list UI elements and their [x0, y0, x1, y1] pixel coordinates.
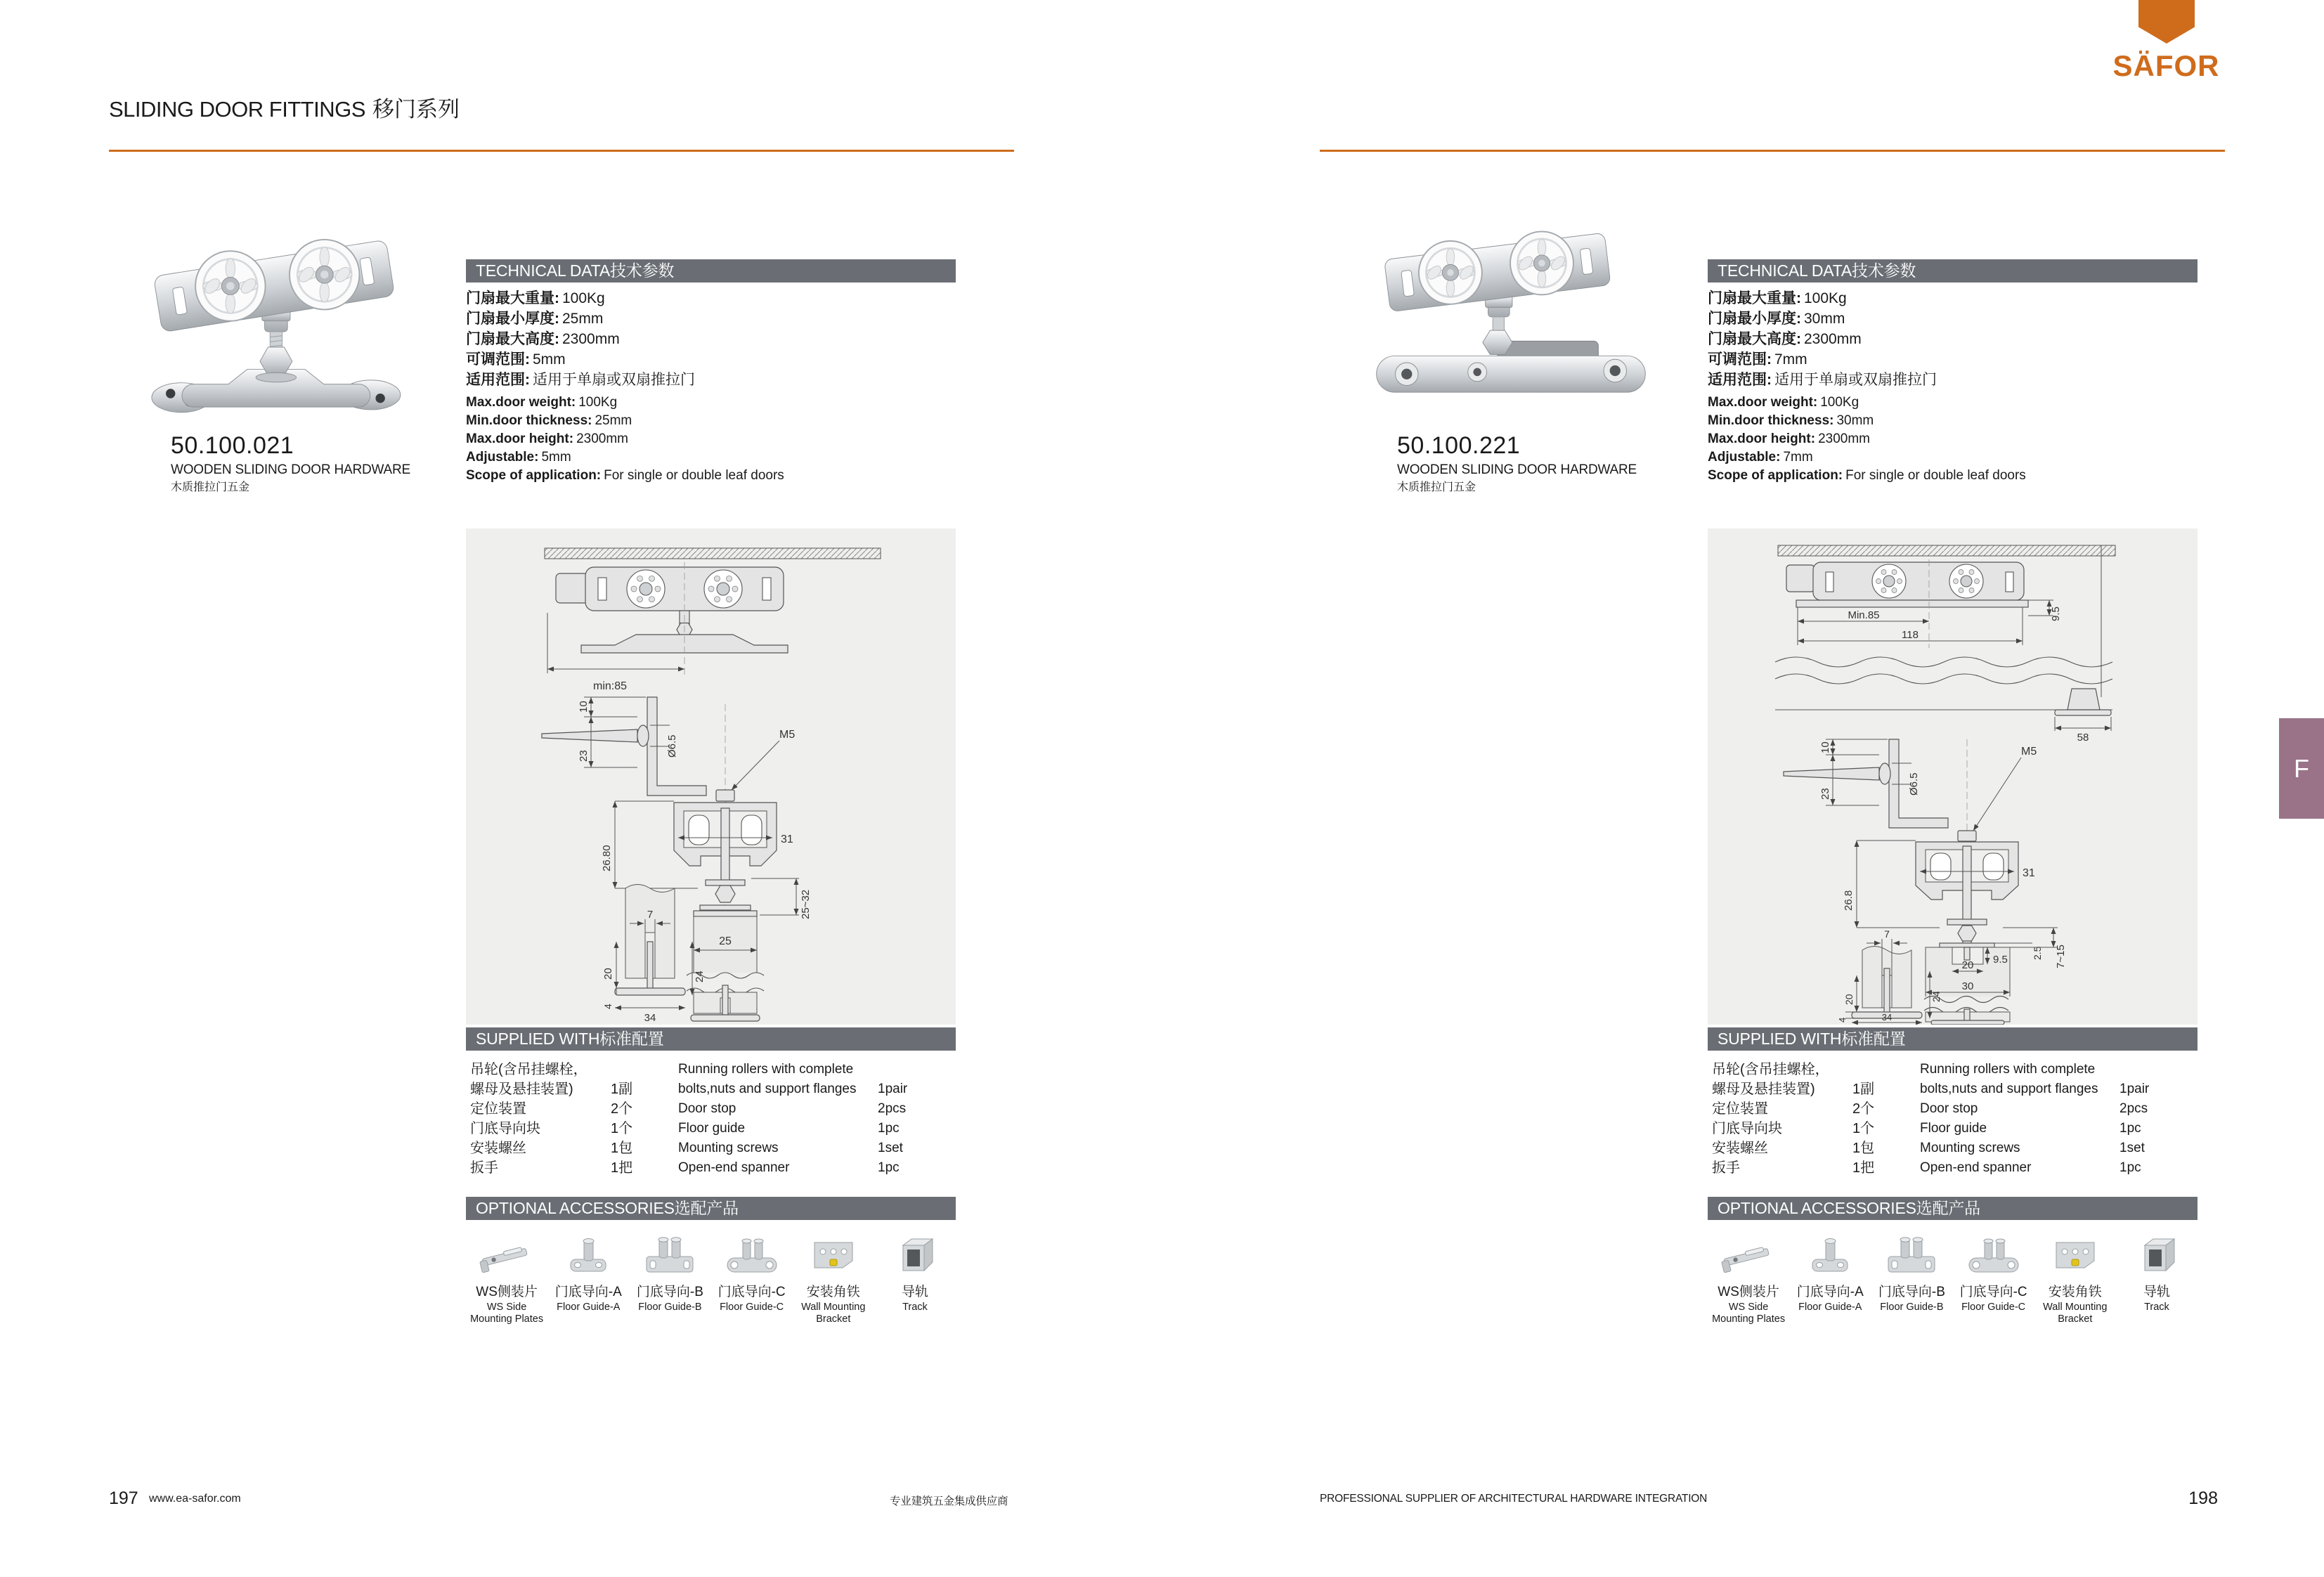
accessory-floor-guide-c	[711, 1226, 793, 1325]
accessory-label-en: Floor Guide-B	[638, 1302, 702, 1313]
supplied-item-zh: 螺母及悬挂装置)	[470, 1082, 573, 1097]
dim-label: M5	[2021, 746, 2037, 758]
accessory-label-en: WS Side Mounting Plates	[1712, 1302, 1786, 1325]
spec-value: 100Kg	[1804, 290, 1847, 306]
spec-value: 25mm	[562, 311, 604, 327]
technical-data-header	[466, 259, 956, 283]
spec-label: 可调范围:	[1708, 351, 1772, 368]
dim-label: 25~32	[800, 889, 812, 919]
supplied-with-header-zh: 标准配置	[1841, 1030, 1906, 1048]
accessories-row	[1708, 1226, 2198, 1325]
accessory-wall-mounting-bracket	[2034, 1226, 2116, 1325]
supplied-qty-zh: 1个	[1852, 1121, 1875, 1136]
spec-value: 30mm	[1804, 311, 1845, 327]
spec-value: 2300mm	[576, 431, 628, 446]
accessory-label-zh: 门底导向-C	[718, 1285, 786, 1299]
floor-guide-b-icon	[1871, 1226, 1952, 1278]
supplied-qty-zh: 1包	[611, 1141, 633, 1156]
supplied-qty-en	[2119, 1060, 2198, 1079]
ws-side-mounting-plate-icon	[1708, 1226, 1789, 1278]
supplied-qty-en: 1pair	[878, 1082, 908, 1096]
dim-label: 7~15	[2055, 945, 2067, 968]
accessory-label-en: Wall Mounting Bracket	[801, 1302, 866, 1325]
accessory-label-en: Floor Guide-A	[557, 1302, 621, 1313]
dim-label: 31	[2023, 867, 2035, 879]
supplied-with-header	[1708, 1027, 2198, 1051]
accessory-label-en: Wall Mounting Bracket	[2043, 1302, 2108, 1325]
supplied-qty-en: 1set	[2119, 1141, 2145, 1155]
footer-slogan-zh: 专业建筑五金集成供应商	[890, 1495, 1008, 1507]
accessory-label-zh: 门底导向-B	[1878, 1285, 1945, 1299]
spec-value: 30mm	[1836, 413, 1874, 428]
specs-zh	[1708, 288, 1937, 390]
dim-label: Min.85	[1848, 609, 1880, 621]
dim-label: Ø6.5	[1908, 772, 1920, 796]
spec-value: For single or double leaf doors	[1845, 468, 2026, 483]
accessory-label-zh: 门底导向-C	[1959, 1285, 2027, 1299]
supplied-qty-zh: 1把	[1852, 1160, 1875, 1176]
spec-value: 7mm	[1774, 351, 1807, 368]
product-code: 50.100.021	[171, 432, 294, 459]
page-number-right: 198	[2188, 1488, 2218, 1508]
supplied-with-header-zh: 标准配置	[599, 1030, 664, 1048]
floor-guide-c-icon	[1953, 1226, 2034, 1278]
wall-mounting-bracket-icon	[793, 1226, 874, 1278]
orange-rule-left	[109, 150, 1014, 152]
spec-value: 2300mm	[562, 331, 620, 347]
spec-value: 适用于单扇或双扇推拉门	[533, 372, 695, 388]
accessory-wall-mounting-bracket	[793, 1226, 874, 1325]
supplied-qty-zh: 1包	[1852, 1141, 1875, 1156]
wheel	[290, 240, 359, 309]
technical-drawing-221	[1708, 528, 2198, 1025]
supplied-item-en: bolts,nuts and support flanges	[1920, 1082, 2098, 1096]
accessory-floor-guide-a	[1789, 1226, 1871, 1325]
floor-guide-c-icon	[711, 1226, 793, 1278]
supplied-qty-en	[878, 1060, 956, 1079]
dim-label: M5	[779, 729, 796, 741]
supplied-qty-zh: 1副	[611, 1082, 633, 1097]
page-number-left: 197	[109, 1488, 138, 1508]
optional-accessories-header-en: OPTIONAL ACCESSORIES	[476, 1199, 675, 1217]
spec-value: 5mm	[533, 351, 566, 368]
specs-zh	[466, 288, 695, 390]
spec-value: 5mm	[541, 450, 571, 465]
spec-label: 门扇最小厚度:	[1708, 311, 1801, 327]
supplied-item-zh: 安装螺丝	[470, 1141, 526, 1156]
spec-label: 门扇最大高度:	[466, 331, 559, 347]
floor-guide-b-icon	[629, 1226, 710, 1278]
spec-value: 25mm	[595, 413, 632, 428]
dim-label: 23	[1819, 788, 1831, 800]
dim-label: 34	[644, 1012, 656, 1024]
supplied-qty-en: 2pcs	[878, 1101, 907, 1116]
dim-label: 7	[647, 909, 654, 921]
optional-accessories-header-zh: 选配产品	[1916, 1199, 1980, 1217]
dim-label: Ø6.5	[666, 734, 678, 758]
supplied-item-en: Floor guide	[678, 1121, 746, 1136]
supplied-with-header	[466, 1027, 956, 1051]
optional-accessories-header-zh: 选配产品	[674, 1199, 739, 1217]
accessory-label-zh: 门底导向-B	[636, 1285, 703, 1299]
supplied-qty-zh: 1副	[1852, 1082, 1875, 1097]
dim-label: 118	[1902, 629, 1919, 641]
technical-data-header-en: TECHNICAL DATA	[1718, 261, 1852, 280]
supplied-item-en: Door stop	[678, 1101, 736, 1116]
supplied-qty-en: 1pc	[2119, 1121, 2141, 1136]
accessory-label-en: Floor Guide-B	[1880, 1302, 1944, 1313]
specs-en	[1708, 394, 2026, 485]
technical-drawing-021	[466, 528, 956, 1025]
footer-website: www.ea-safor.com	[149, 1493, 241, 1505]
spec-label: 可调范围:	[466, 351, 530, 368]
dim-label: 25	[719, 935, 732, 947]
dim-label: 23	[578, 750, 590, 762]
spec-label: Max.door height:	[1708, 431, 1816, 446]
supplied-qty-en: 1pair	[2119, 1082, 2150, 1096]
supplied-qty-zh	[1852, 1060, 1920, 1079]
supplied-qty-en: 1pc	[2119, 1160, 2141, 1175]
supplied-item-zh: 扳手	[470, 1160, 498, 1176]
spec-label: Scope of application:	[466, 468, 602, 483]
spec-label: Max.door weight:	[1708, 395, 1818, 410]
accessory-ws-side-mounting-plates	[1708, 1226, 1789, 1325]
spec-value: 100Kg	[578, 395, 618, 410]
dim-label: 20	[1961, 959, 1974, 971]
wheel	[1419, 241, 1482, 304]
optional-accessories-header	[1708, 1197, 2198, 1220]
spec-label: Adjustable:	[466, 450, 539, 465]
wheel	[1510, 231, 1573, 294]
optional-accessories-header	[466, 1197, 956, 1220]
floor-guide-a-icon	[1789, 1226, 1871, 1278]
product-name-en: WOODEN SLIDING DOOR HARDWARE	[171, 462, 410, 477]
supplied-item-en: Running rollers with complete	[678, 1062, 854, 1077]
spec-value: 2300mm	[1818, 431, 1870, 446]
track-icon	[874, 1226, 956, 1278]
product-code: 50.100.221	[1397, 432, 1521, 459]
accessory-label-zh: 门底导向-A	[1796, 1285, 1864, 1299]
dim-label: 9.5	[2050, 606, 2062, 621]
supplied-qty-en: 1pc	[878, 1121, 900, 1136]
dim-label: 58	[2077, 732, 2089, 744]
brand-logo: SÄFOR	[2112, 49, 2220, 82]
supplied-item-en: Door stop	[1920, 1101, 1978, 1116]
dim-label: min:85	[592, 680, 628, 692]
dim-label: 9.5	[1993, 954, 2008, 966]
ws-side-mounting-plate-icon	[466, 1226, 547, 1278]
spec-value: 7mm	[1783, 450, 1813, 465]
dim-label: 26.80	[601, 845, 613, 871]
accessory-label-zh: 导轨	[2143, 1285, 2170, 1299]
dim-label: 31	[781, 833, 793, 845]
accessory-floor-guide-b	[1871, 1226, 1952, 1325]
wheel	[195, 251, 265, 320]
spec-label: Scope of application:	[1708, 468, 1843, 483]
technical-data-header-zh: 技术参数	[1852, 261, 1916, 280]
accessory-track	[2116, 1226, 2198, 1325]
supplied-qty-en: 2pcs	[2119, 1101, 2148, 1116]
floor-guide-a-icon	[547, 1226, 629, 1278]
product-photo-50-100-021	[119, 204, 429, 429]
footer-slogan-en: PROFESSIONAL SUPPLIER OF ARCHITECTURAL HARDWARE INTEGRATION	[1320, 1493, 1708, 1505]
product-name-en: WOODEN SLIDING DOOR HARDWARE	[1397, 462, 1637, 477]
dim-label: 4	[1837, 1017, 1848, 1023]
dim-label: 4	[602, 1004, 614, 1009]
accessory-label-en: Floor Guide-C	[1961, 1302, 2026, 1313]
dim-label: 20	[1843, 994, 1855, 1005]
dim-label: 10	[578, 701, 590, 713]
roller-assembly	[1377, 231, 1646, 392]
dim-label: 7	[1884, 928, 1890, 940]
dim-label: 10	[1819, 741, 1831, 753]
supplied-item-en: bolts,nuts and support flanges	[678, 1082, 857, 1096]
spec-label: Min.door thickness:	[1708, 413, 1834, 428]
accessory-label-en: Track	[2144, 1302, 2169, 1313]
supplied-with-table	[470, 1060, 956, 1178]
spec-value: For single or double leaf doors	[604, 468, 784, 483]
supplied-item-zh: 定位装置	[470, 1101, 526, 1117]
orange-rule-right	[1320, 150, 2225, 152]
section-tab-label: F	[2294, 753, 2309, 783]
product-name-zh: 木质推拉门五金	[171, 481, 250, 493]
supplied-qty-zh: 1把	[611, 1160, 633, 1176]
dim-label: 2.5	[2032, 946, 2043, 960]
spec-value: 100Kg	[562, 290, 605, 306]
supplied-item-zh: 螺母及悬挂装置)	[1712, 1082, 1815, 1097]
page-title-en: SLIDING DOOR FITTINGS	[109, 97, 365, 122]
accessory-track	[874, 1226, 956, 1325]
dim-label: 34	[1881, 1012, 1893, 1023]
accessory-label-en: WS Side Mounting Plates	[470, 1302, 544, 1325]
page-title-zh: 移门系列	[372, 97, 460, 122]
supplied-item-zh: 吊轮(含吊挂螺栓，	[470, 1062, 588, 1077]
supplied-item-zh: 扳手	[1712, 1160, 1740, 1176]
dim-label: 30	[1961, 980, 1974, 992]
supplied-item-zh: 门底导向块	[1712, 1121, 1782, 1136]
brand-pennant-icon	[2138, 0, 2195, 44]
roller-assembly	[152, 240, 401, 413]
section-tab-f	[2279, 718, 2324, 819]
accessory-label-zh: 门底导向-A	[554, 1285, 622, 1299]
accessory-label-zh: 安装角铁	[2048, 1285, 2102, 1299]
technical-data-header-en: TECHNICAL DATA	[476, 261, 611, 280]
supplied-with-header-en: SUPPLIED WITH	[476, 1030, 600, 1048]
accessory-label-zh: 安装角铁	[806, 1285, 860, 1299]
page-title	[109, 91, 460, 123]
supplied-item-en: Floor guide	[1920, 1121, 1987, 1136]
accessory-label-en: Track	[902, 1302, 928, 1313]
supplied-qty-zh: 2个	[1852, 1101, 1875, 1117]
accessories-row	[466, 1226, 956, 1325]
spec-label: 适用范围:	[466, 372, 530, 388]
supplied-qty-zh: 2个	[611, 1101, 633, 1117]
supplied-item-zh: 安装螺丝	[1712, 1141, 1768, 1156]
dim-label: 26.8	[1843, 890, 1855, 911]
supplied-qty-zh	[611, 1060, 678, 1079]
product-photo-50-100-221	[1356, 204, 1666, 429]
accessory-label-zh: WS侧装片	[476, 1285, 538, 1299]
dim-label: 24	[1930, 991, 1942, 1002]
supplied-with-table	[1712, 1060, 2198, 1178]
supplied-item-en: Open-end spanner	[1920, 1160, 2032, 1175]
technical-data-header-zh: 技术参数	[610, 261, 675, 280]
supplied-qty-zh: 1个	[611, 1121, 633, 1136]
accessory-label-zh: 导轨	[901, 1285, 928, 1299]
spec-label: 门扇最大重量:	[466, 290, 559, 306]
accessory-floor-guide-c	[1953, 1226, 2034, 1325]
dim-label: 24	[694, 971, 706, 982]
spec-label: 适用范围:	[1708, 372, 1772, 388]
spec-label: Max.door height:	[466, 431, 574, 446]
optional-accessories-header-en: OPTIONAL ACCESSORIES	[1718, 1199, 1916, 1217]
accessory-floor-guide-a	[547, 1226, 629, 1325]
supplied-item-zh: 定位装置	[1712, 1101, 1768, 1117]
spec-value: 100Kg	[1820, 395, 1859, 410]
supplied-qty-en: 1set	[878, 1141, 903, 1155]
spec-value: 适用于单扇或双扇推拉门	[1774, 372, 1937, 388]
dim-label: 20	[602, 968, 614, 980]
accessory-label-en: Floor Guide-A	[1798, 1302, 1862, 1313]
spec-label: Max.door weight:	[466, 395, 576, 410]
spec-label: Adjustable:	[1708, 450, 1781, 465]
accessory-label-zh: WS侧装片	[1718, 1285, 1779, 1299]
supplied-item-zh: 门底导向块	[470, 1121, 540, 1136]
specs-en	[466, 394, 784, 485]
accessory-label-en: Floor Guide-C	[720, 1302, 784, 1313]
accessory-floor-guide-b	[629, 1226, 710, 1325]
spec-value: 2300mm	[1804, 331, 1862, 347]
supplied-item-en: Mounting screws	[1920, 1141, 2020, 1155]
supplied-item-zh: 吊轮(含吊挂螺栓，	[1712, 1062, 1829, 1077]
spec-label: Min.door thickness:	[466, 413, 592, 428]
supplied-item-en: Mounting screws	[678, 1141, 779, 1155]
spec-label: 门扇最小厚度:	[466, 311, 559, 327]
wall-mounting-bracket-icon	[2034, 1226, 2116, 1278]
supplied-item-en: Open-end spanner	[678, 1160, 790, 1175]
spec-label: 门扇最大重量:	[1708, 290, 1801, 306]
track-icon	[2116, 1226, 2198, 1278]
technical-data-header	[1708, 259, 2198, 283]
accessory-ws-side-mounting-plates	[466, 1226, 547, 1325]
supplied-qty-en: 1pc	[878, 1160, 900, 1175]
product-name-zh: 木质推拉门五金	[1397, 481, 1476, 493]
supplied-with-header-en: SUPPLIED WITH	[1718, 1030, 1842, 1048]
spec-label: 门扇最大高度:	[1708, 331, 1801, 347]
supplied-item-en: Running rollers with complete	[1920, 1062, 2096, 1077]
